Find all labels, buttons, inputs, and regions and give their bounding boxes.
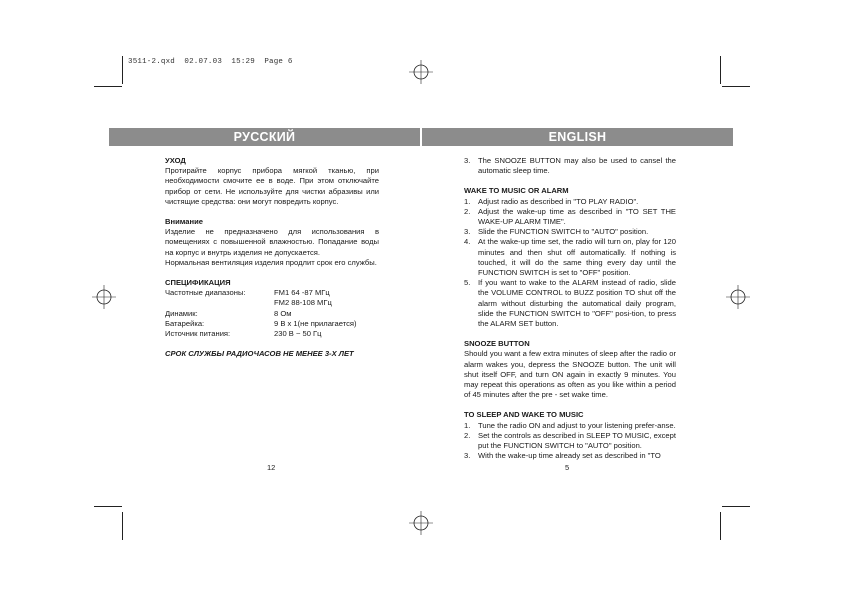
- list-item: 3. With the wake-up time already set as described in "TO: [464, 451, 661, 461]
- attention-heading: Внимание: [165, 217, 203, 227]
- registration-mark-icon: [409, 511, 433, 535]
- english-column: [464, 156, 676, 461]
- list-item: 3. The SNOOZE BUTTON may also be used to cansel the automatic sleep time.: [464, 156, 676, 176]
- file-slug: 3511-2.qxd 02.07.03 15:29 Page 6: [128, 58, 293, 66]
- snooze-intro-list: [464, 156, 676, 176]
- spec-key: Источник питания:: [165, 329, 231, 339]
- crop-mark: [94, 86, 122, 87]
- registration-mark-icon: [92, 285, 116, 309]
- care-text: Протирайте корпус прибора мягкой тканью, при необходимости смочите ее в воде. При этом отключайте прибор от сети. Не используйте для чистки абразивы или чистящие средства: они могут повредить корпус.: [165, 166, 379, 206]
- sleep-steps-list: [464, 421, 676, 462]
- language-banner-russian: РУССКИЙ: [109, 128, 420, 146]
- ventilation-text: Нормальная вентиляция изделия продлит срок его службы.: [165, 257, 377, 267]
- spec-row: [165, 319, 357, 329]
- care-heading: УХОД: [165, 156, 186, 165]
- list-item: 1. Tune the radio ON and adjust to your listening prefer-anse.: [464, 420, 676, 430]
- wake-steps-list: [464, 197, 676, 330]
- spec-row: [165, 329, 357, 339]
- attention-text: Изделие не предназначено для использования в помещениях с повышенной влажностью. Попадание воды на корпус и внутрь изделия не допускается.: [165, 227, 379, 257]
- list-item: 2. Set the controls as described in SLEEP TO MUSIC, except put the FUNCTION SWITCH to "AUTO" position.: [464, 430, 676, 451]
- sleep-wake-heading: TO SLEEP AND WAKE TO MUSIC: [464, 410, 584, 420]
- spec-key: Батарейка:: [165, 318, 205, 328]
- spec-value: 9 В х 1(не прилагается): [274, 318, 357, 328]
- spec-key: Динамик:: [165, 308, 198, 318]
- specification-table: [165, 288, 357, 339]
- specification-heading: СПЕЦИФИКАЦИЯ: [165, 278, 231, 288]
- service-life-note: СРОК СЛУЖБЫ РАДИОЧАСОВ НЕ МЕНЕЕ 3-Х ЛЕТ: [165, 349, 354, 359]
- spec-key: [165, 298, 274, 308]
- russian-column: [165, 156, 379, 359]
- crop-mark: [122, 512, 123, 540]
- crop-mark: [122, 56, 123, 84]
- list-item: 3. Slide the FUNCTION SWITCH to "AUTO" position.: [464, 227, 649, 237]
- snooze-text: Should you want a few extra minutes of sleep after the radio or alarm wakes you, depress the SNOOZE button. The unit will shut itself OFF, and turn ON again in exactly 9 minutes. You may repeat this operations as often as you like within a period of 45 minutes after the pre - set wake time.: [464, 349, 676, 400]
- wake-heading: WAKE TO MUSIC OR ALARM: [464, 186, 569, 196]
- crop-mark: [94, 506, 122, 507]
- spec-key: Частотные диапазоны:: [165, 288, 246, 298]
- page-number-left: 12: [267, 463, 276, 472]
- list-item: 5. If you want to wake to the ALARM instead of radio, slide the VOLUME CONTROL to BUZZ position TO shut off the alarm without disturbing the automatical daily program, slide the FUNCTION SWITCH to "OFF" posi-tion, to press the ALARM SET button.: [464, 278, 676, 329]
- list-item: 2. Adjust the wake-up time as described in "TO SET THE WAKE-UP ALARM TIME".: [464, 206, 676, 227]
- spec-value: 8 Ом: [274, 308, 292, 318]
- snooze-heading: SNOOZE BUTTON: [464, 339, 530, 349]
- registration-mark-icon: [409, 60, 433, 84]
- spec-row: [165, 298, 357, 308]
- page-number-right: 5: [565, 463, 570, 472]
- spec-row: [165, 309, 357, 319]
- language-banner-english: ENGLISH: [422, 128, 733, 146]
- list-item: 4. At the wake-up time set, the radio will turn on, play for 120 minutes and then shut off automatically. If nothing is touched, it will do the same thing every day until the FUNCTION SWITCH is set to "OFF" position.: [464, 237, 676, 278]
- spec-row: [165, 288, 357, 298]
- list-item: 1. Adjust radio as described in "TO PLAY RADIO".: [464, 196, 639, 206]
- crop-mark: [722, 506, 750, 507]
- spec-value: 230 В ~ 50 Гц: [274, 329, 322, 339]
- crop-mark: [722, 86, 750, 87]
- crop-mark: [720, 56, 721, 84]
- spec-value: FM2 88-108 МГц: [274, 298, 332, 308]
- spec-value: FM1 64 -87 МГц: [274, 288, 330, 298]
- crop-mark: [720, 512, 721, 540]
- registration-mark-icon: [726, 285, 750, 309]
